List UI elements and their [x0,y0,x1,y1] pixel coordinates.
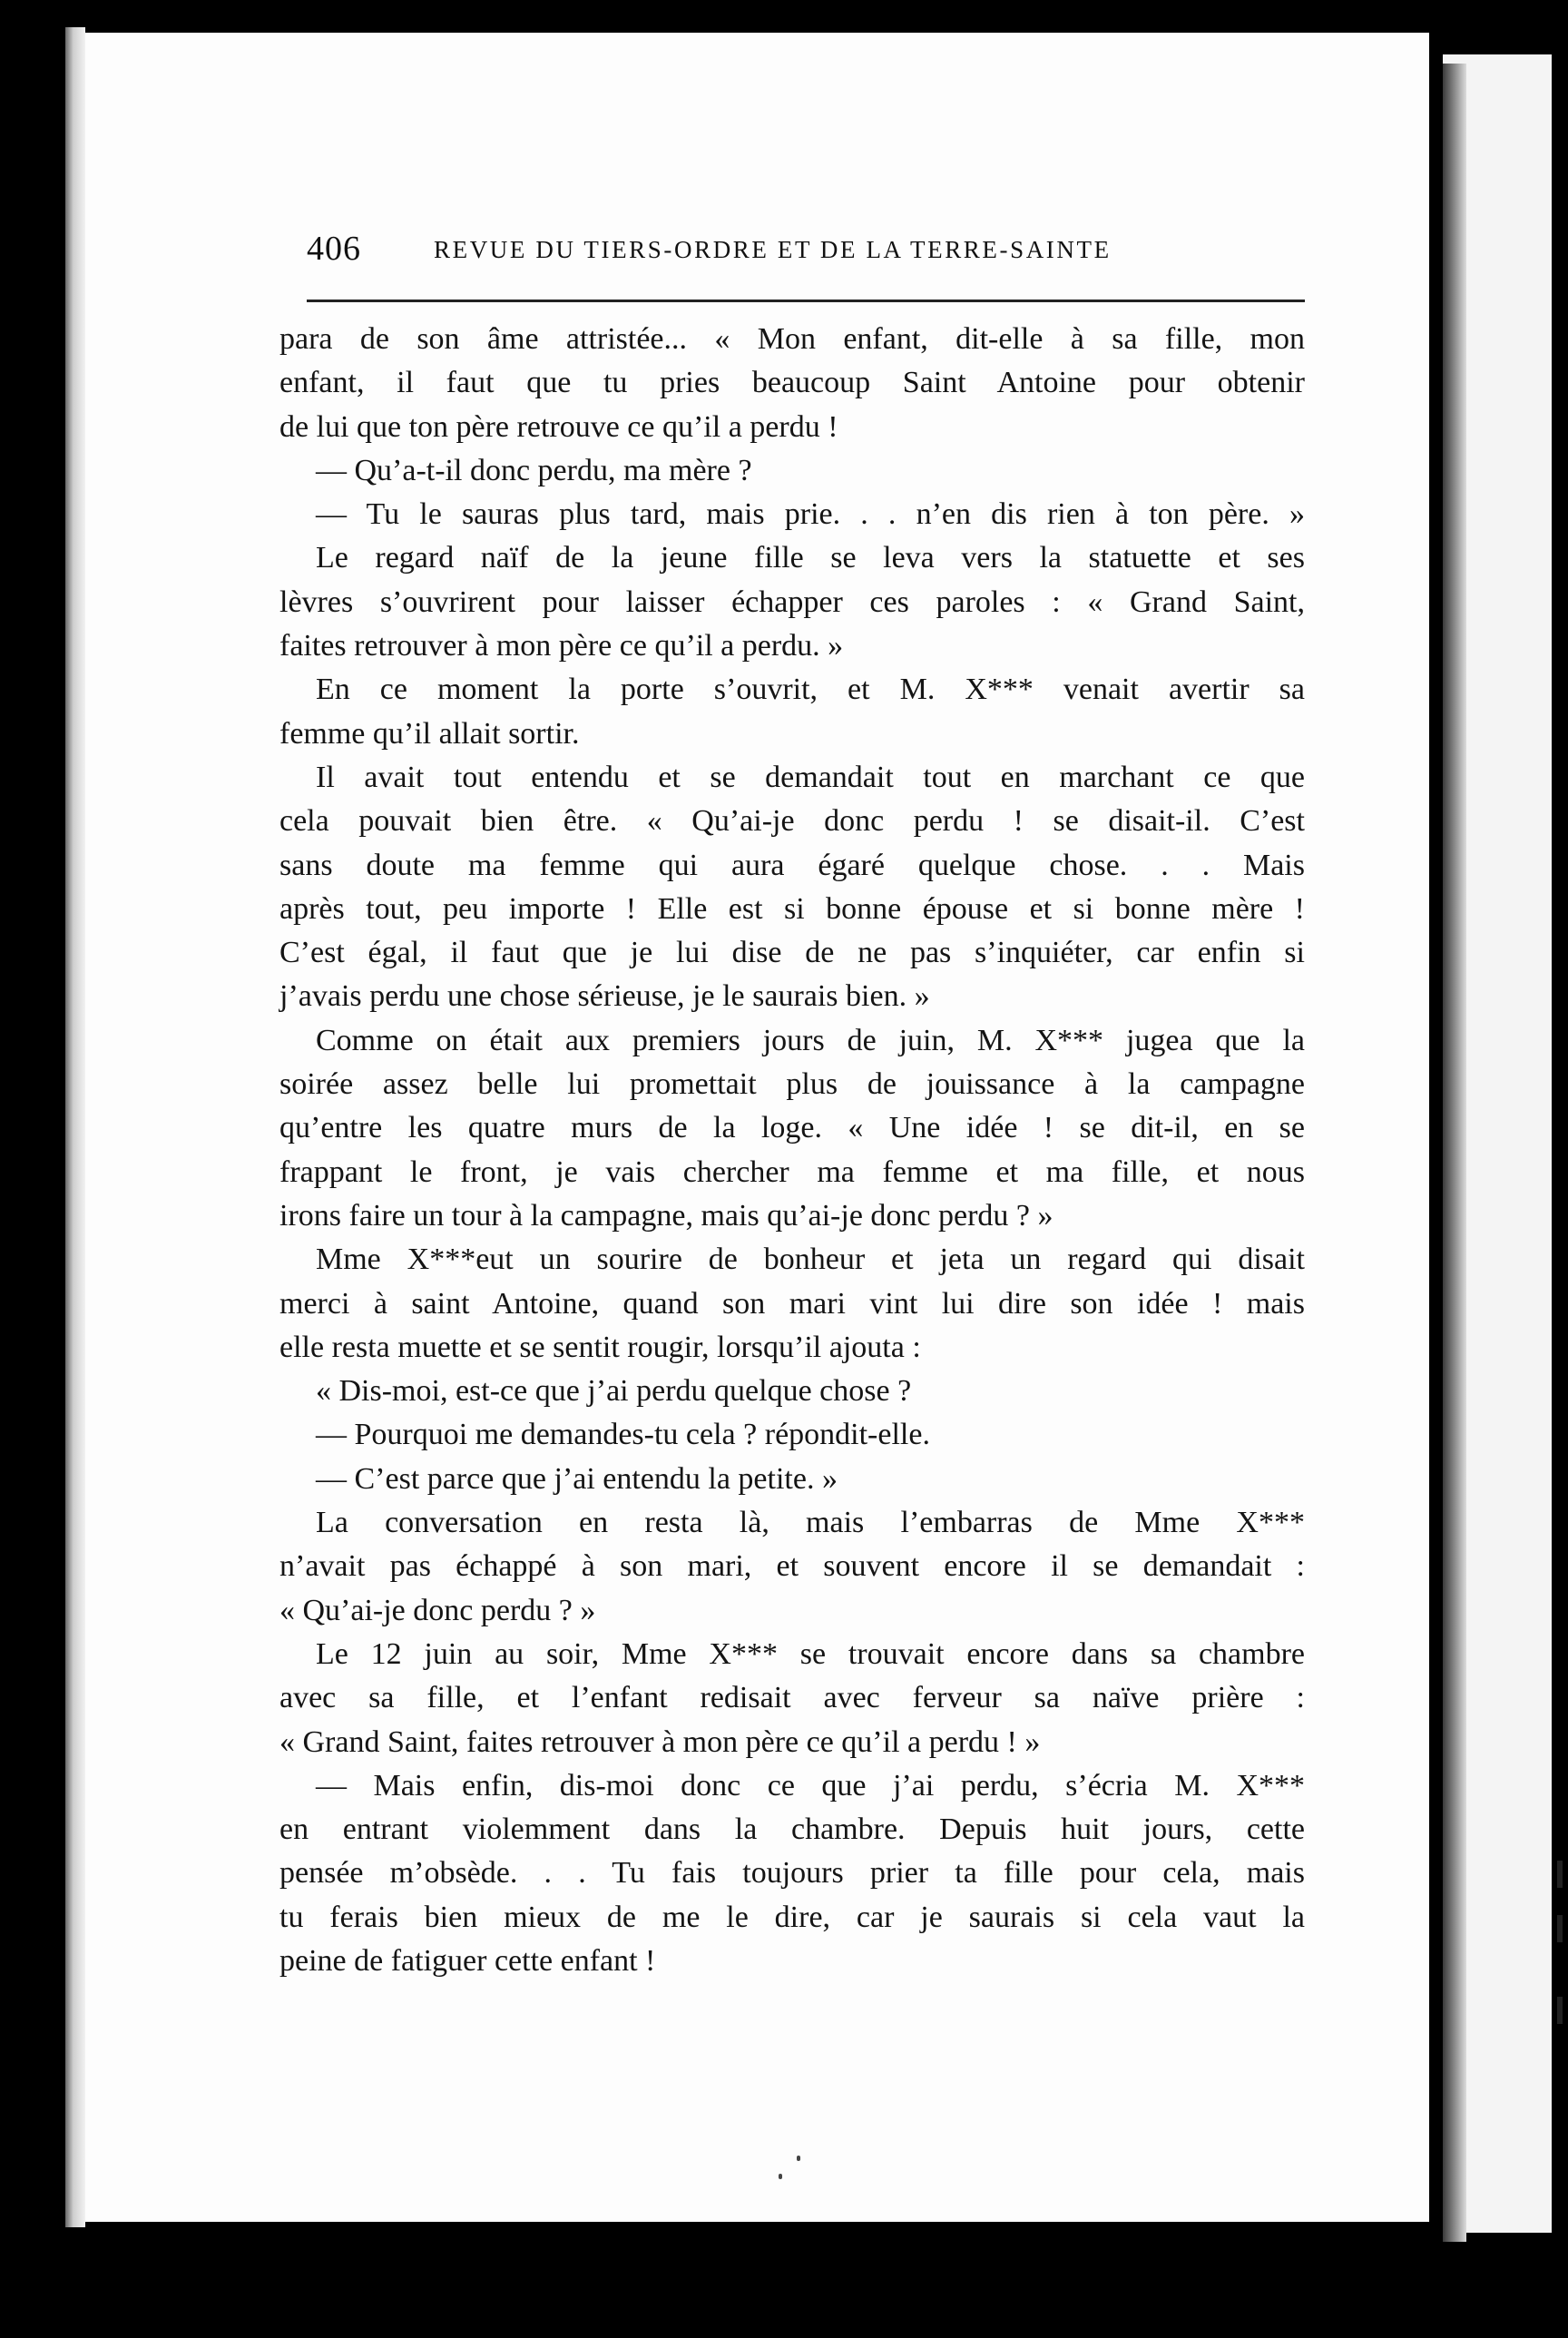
text-line: En ce moment la porte s’ouvrit, et M. X*** venait avertir sa [316,673,1305,707]
page-gutter-edge [65,27,85,2227]
text-line: femme qu’il allait sortir. [279,716,580,751]
text-line: peine de fatiguer cette enfant ! [279,1943,656,1978]
text-line: — Mais enfin, dis-moi donc ce que j’ai perdu, s’écria M. X*** [316,1768,1305,1803]
page-number: 406 [307,230,361,268]
text-line: La conversation en resta là, mais l’embarras de Mme X*** [316,1506,1305,1540]
text-line: de lui que ton père retrouve ce qu’il a perdu ! [279,409,838,444]
text-line: Il avait tout entendu et se demandait tout en marchant ce que [316,760,1305,794]
text-line: irons faire un tour à la campagne, mais qu’ai-je donc perdu ? » [279,1198,1054,1233]
text-line: enfant, il faut que tu pries beaucoup Saint Antoine pour obtenir [279,366,1305,400]
text-line: lèvres s’ouvrirent pour laisser échapper ces paroles : « Grand Saint, [279,584,1305,619]
text-line: — C’est parce que j’ai entendu la petite. » [316,1461,838,1496]
text-line: en entrant violemment dans la chambre. Depuis huit jours, cette [279,1812,1305,1847]
ink-speck [779,2174,782,2179]
text-line: elle resta muette et se sentit rougir, lorsqu’il ajouta : [279,1330,921,1364]
facing-page-mark [1557,1861,1563,1888]
text-line: après tout, peu importe ! Elle est si bonne épouse et si bonne mère ! [279,891,1305,926]
ink-speck [797,2156,800,2161]
facing-page-edge [1443,64,1466,2242]
text-line: Le regard naïf de la jeune fille se leva vers la statuette et ses [316,541,1305,575]
text-line: cela pouvait bien être. « Qu’ai-je donc perdu ! se disait-il. C’est [279,804,1305,839]
text-line: — Tu le sauras plus tard, mais prie. . . n’en dis rien à ton père. » [316,497,1305,532]
text-line: para de son âme attristée... « Mon enfant, dit-elle à sa fille, mon [279,322,1305,356]
text-line: Le 12 juin au soir, Mme X*** se trouvait encore dans sa chambre [316,1636,1305,1671]
text-line: avec sa fille, et l’enfant redisait avec ferveur sa naïve prière : [279,1681,1305,1715]
text-line: « Grand Saint, faites retrouver à mon père ce qu’il a perdu ! » [279,1724,1041,1759]
text-line: « Dis-moi, est-ce que j’ai perdu quelque chose ? [316,1374,912,1409]
facing-page-mark [1557,1997,1563,2024]
text-line: qu’entre les quatre murs de la loge. « Une idée ! se dit-il, en se [279,1111,1305,1145]
text-line: frappant le front, je vais chercher ma femme et ma fille, et nous [279,1154,1305,1189]
text-line: pensée m’obsède. . . Tu fais toujours prier ta fille pour cela, mais [279,1856,1305,1891]
text-line: C’est égal, il faut que je lui dise de ne pas s’inquiéter, car enfin si [279,936,1305,970]
facing-page-mark [1557,1915,1563,1942]
text-line: soirée assez belle lui promettait plus de jouissance à la campagne [279,1067,1305,1102]
text-line: — Pourquoi me demandes-tu cela ? répondit-elle. [316,1418,930,1452]
text-line: sans doute ma femme qui aura égaré quelque chose. . . Mais [279,848,1305,882]
text-line: Mme X***eut un sourire de bonheur et jeta un regard qui disait [316,1243,1305,1277]
body-text [279,318,1305,1983]
text-line: « Qu’ai-je donc perdu ? » [279,1593,596,1627]
text-line: merci à saint Antoine, quand son mari vint lui dire son idée ! mais [279,1286,1305,1321]
running-title: REVUE DU TIERS-ORDRE ET DE LA TERRE-SAINTE [434,236,1112,263]
text-line: n’avait pas échappé à son mari, et souvent encore il se demandait : [279,1549,1305,1584]
text-line: j’avais perdu une chose sérieuse, je le saurais bien. » [279,979,930,1014]
text-line: faites retrouver à mon père ce qu’il a perdu. » [279,629,844,663]
header-rule [307,300,1305,302]
page-header [307,229,1305,283]
text-line: — Qu’a-t-il donc perdu, ma mère ? [316,453,752,487]
text-line: tu ferais bien mieux de me le dire, car je saurais si cela vaut la [279,1900,1305,1934]
text-line: Comme on était aux premiers jours de juin, M. X*** jugea que la [316,1023,1305,1057]
